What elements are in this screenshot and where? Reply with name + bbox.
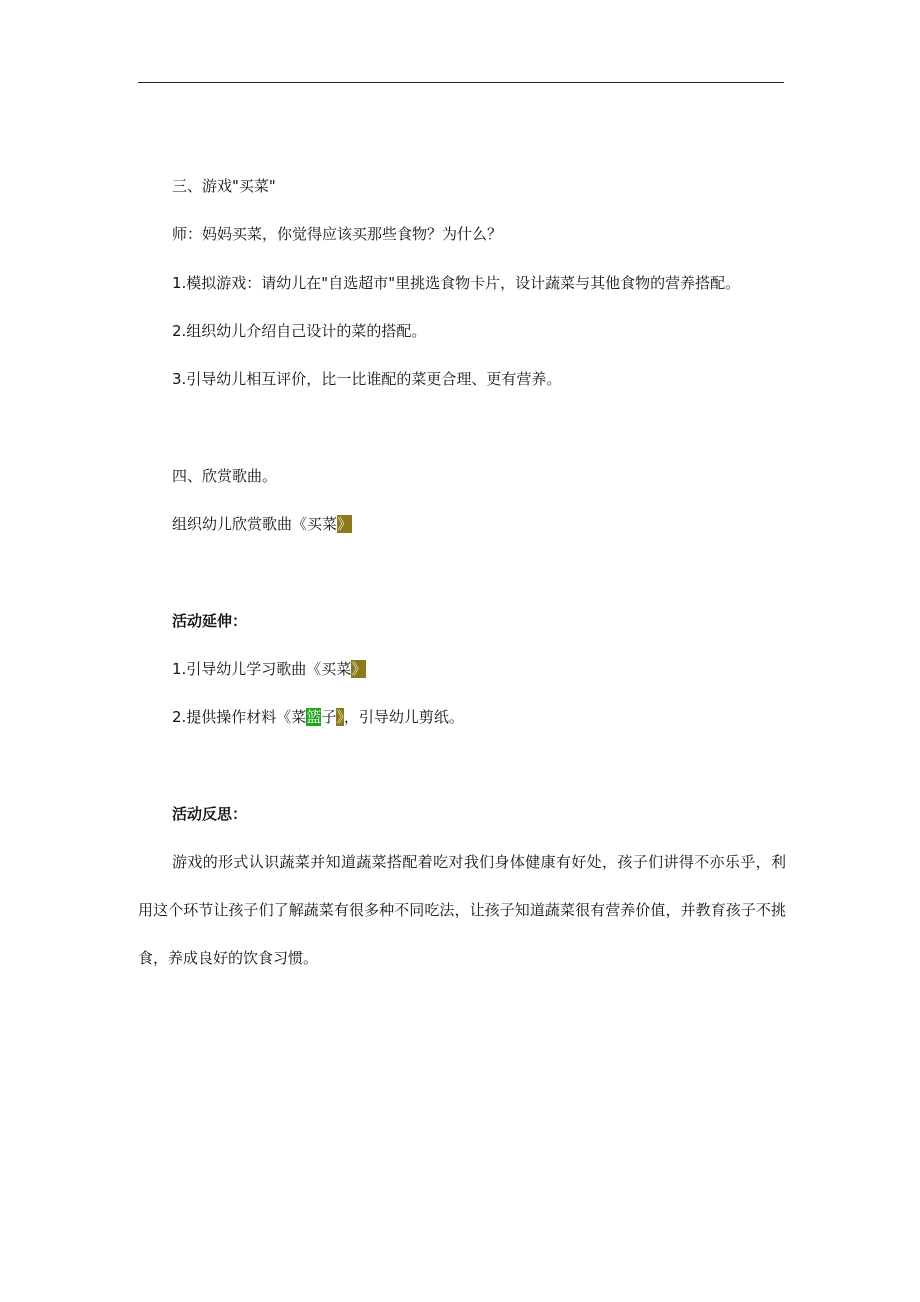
highlight-mark: 》 — [337, 515, 353, 533]
section4-line — [172, 514, 352, 534]
highlight-mark: 》 — [336, 708, 344, 726]
section3-heading: 三、游戏"买菜" — [172, 177, 276, 195]
section3-question: 师：妈妈买菜，你觉得应该买那些食物？为什么？ — [172, 225, 503, 243]
header-rule — [138, 82, 784, 83]
reflection-body: 游戏的形式认识蔬菜并知道蔬菜搭配着吃对我们身体健康有好处，孩子们讲得不亦乐乎，利用这个环节让孩子们了解蔬菜有很多种不同吃法，让孩子知道蔬菜很有营养价值，并教育孩子不挑食，养成良好的饮食习惯。 — [138, 853, 786, 967]
reflection-heading: 活动反思： — [172, 805, 248, 823]
extension-item2-text: 2.提供操作材料《菜 — [172, 708, 307, 726]
section3-item1: 1.模拟游戏：请幼儿在"自选超市"里挑选食物卡片，设计蔬菜与其他食物的营养搭配。 — [172, 274, 741, 292]
extension-item2 — [172, 707, 464, 727]
extension-item1 — [172, 659, 366, 679]
extension-item2-mid: 子 — [321, 708, 337, 726]
section3-item3: 3.引导幼儿相互评价，比一比谁配的菜更合理、更有营养。 — [172, 370, 562, 388]
section4-heading: 四、欣赏歌曲。 — [172, 467, 278, 485]
extension-item2-suffix: ，引导幼儿剪纸。 — [343, 708, 464, 726]
highlight-mark: 》 — [351, 660, 367, 678]
highlight-mark-green: 篮 — [306, 708, 322, 726]
section4-line-text: 组织幼儿欣赏歌曲《买菜 — [172, 515, 338, 533]
extension-heading: 活动延伸： — [172, 612, 248, 630]
extension-item1-text: 1.引导幼儿学习歌曲《买菜 — [172, 660, 352, 678]
section3-item2: 2.组织幼儿介绍自己设计的菜的搭配。 — [172, 322, 427, 340]
